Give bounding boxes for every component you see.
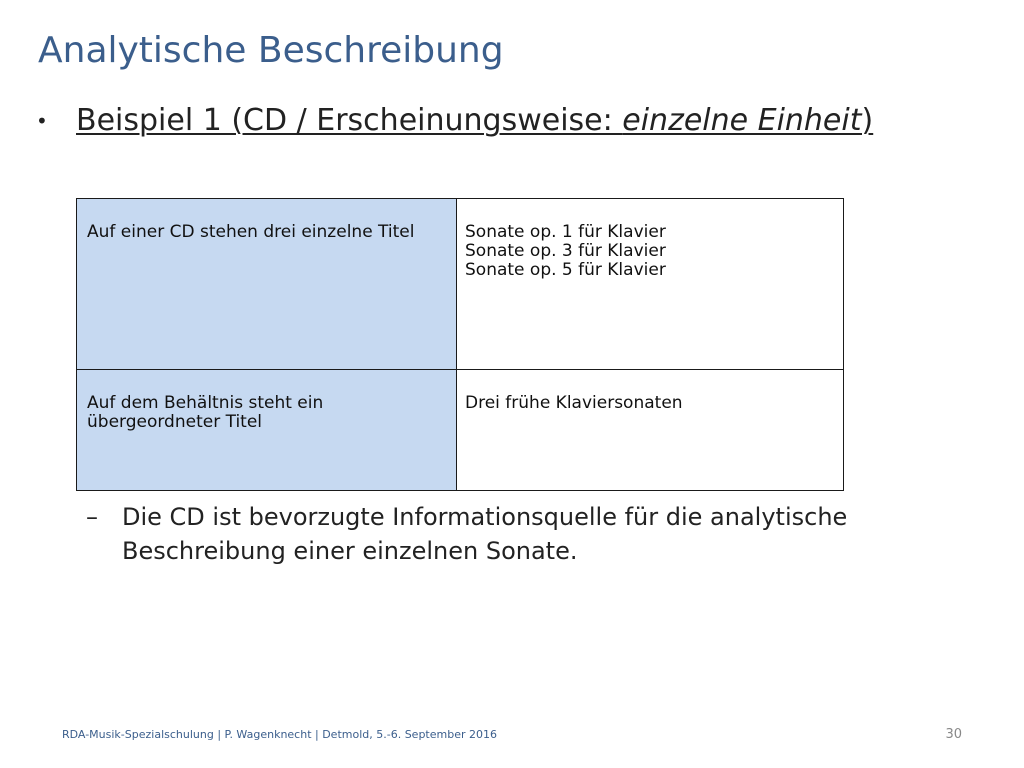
bullet-text-suffix: ) — [861, 103, 874, 138]
info-table — [76, 198, 844, 491]
table-label-cell — [77, 370, 457, 491]
table-value-line: Sonate op. 5 für Klavier — [465, 260, 666, 280]
sub-bullet-text: Die CD ist bevorzugte Informationsquelle für die analytische Beschreibung einer einzelnen Sonate. — [122, 503, 848, 565]
table-label-text: Auf dem Behältnis steht ein übergeordneter Titel — [87, 393, 324, 432]
slide-title: Analytische Beschreibung — [38, 30, 504, 71]
table-value-cell — [457, 199, 844, 370]
table-value-line: Drei frühe Klaviersonaten — [465, 393, 683, 413]
table-value-line: Sonate op. 1 für Klavier — [465, 222, 666, 242]
table-row — [77, 370, 844, 491]
bullet-text — [76, 102, 876, 140]
table-value-cell — [457, 370, 844, 491]
bullet-text-prefix: Beispiel 1 (CD / Erscheinungsweise: — [76, 103, 623, 138]
footer-text: RDA-Musik-Spezialschulung | P. Wagenknecht | Detmold, 5.-6. September 2016 — [62, 728, 497, 741]
sub-bullet-marker: – — [86, 503, 98, 531]
bullet-marker: • — [36, 109, 48, 133]
table-label-cell — [77, 199, 457, 370]
table-label-text: Auf einer CD stehen drei einzelne Titel — [87, 222, 415, 242]
table-row — [77, 199, 844, 370]
table-value-line: Sonate op. 3 für Klavier — [465, 241, 666, 261]
page-number: 30 — [945, 727, 962, 742]
bullet-text-italic: einzelne Einheit — [622, 103, 862, 138]
